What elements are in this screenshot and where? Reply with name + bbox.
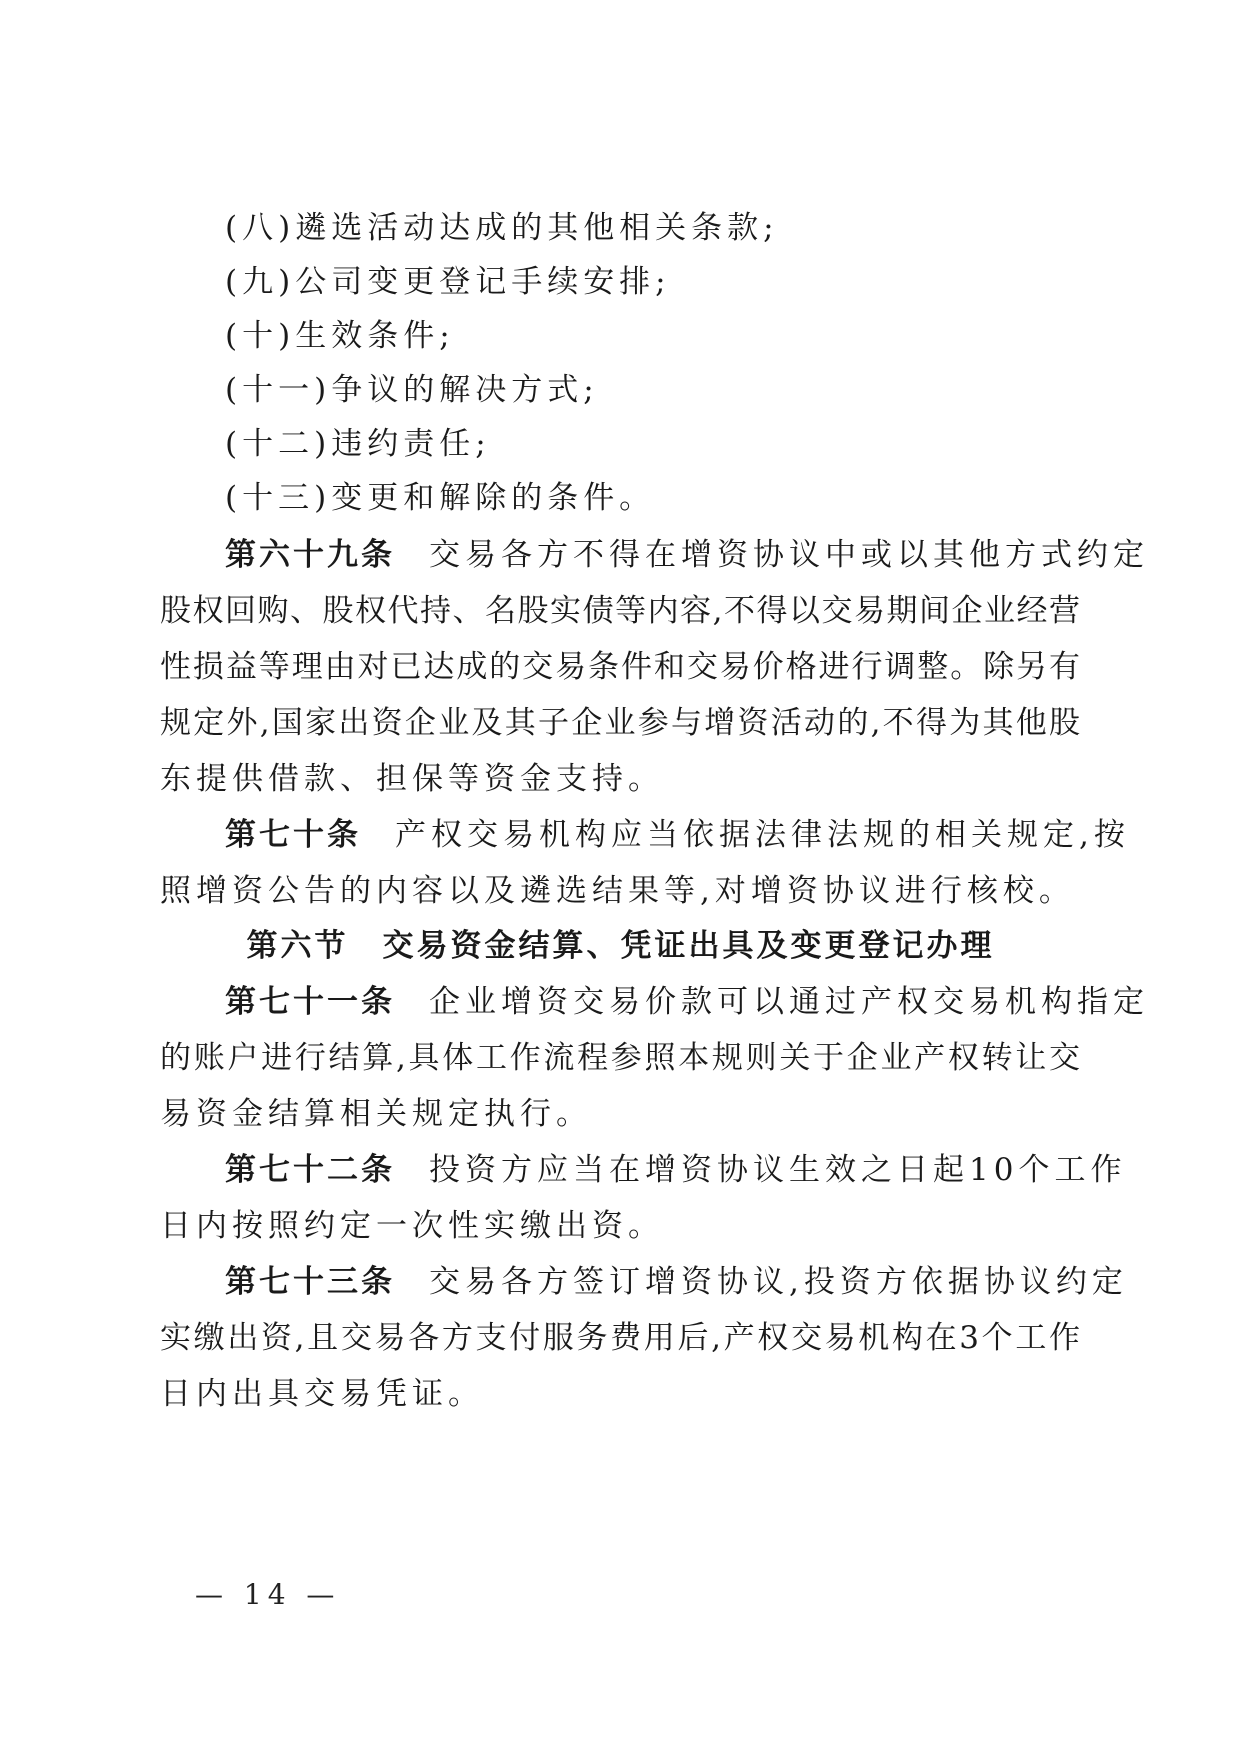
list-item: (十)生效条件; — [225, 318, 455, 354]
article-69-first-line — [225, 535, 1149, 575]
list-item: (九)公司变更登记手续安排; — [225, 264, 671, 300]
article-line: 实缴出资,且交易各方支付服务费用后,产权交易机构在3个工作 — [160, 1320, 1080, 1356]
article-line: 日内出具交易凭证。 — [160, 1376, 484, 1412]
list-item: (十二)违约责任; — [225, 426, 491, 462]
article-text: 企业增资交易价款可以通过产权交易机构指定 — [429, 984, 1149, 1020]
article-line: 易资金结算相关规定执行。 — [160, 1096, 592, 1132]
article-title: 第七十三条 — [225, 1264, 395, 1300]
article-71-first-line — [225, 982, 1149, 1022]
article-title: 第七十二条 — [225, 1152, 395, 1188]
article-line: 股权回购、股权代持、名股实债等内容,不得以交易期间企业经营 — [160, 593, 1080, 629]
article-line: 性损益等理由对已达成的交易条件和交易价格进行调整。除另有 — [160, 649, 1080, 685]
section-number: 第六节 — [246, 928, 349, 964]
section-title: 交易资金结算、凭证出具及变更登记办理 — [382, 928, 995, 964]
list-item: (十三)变更和解除的条件。 — [225, 480, 656, 516]
article-72-first-line — [225, 1150, 1145, 1190]
article-70-first-line — [225, 815, 1145, 855]
article-title: 第六十九条 — [225, 537, 395, 573]
article-text: 交易各方签订增资协议,投资方依据协议约定 — [429, 1264, 1128, 1300]
list-item: (十一)争议的解决方式; — [225, 372, 599, 408]
page-number: — 14 — — [195, 1578, 341, 1611]
article-text: 产权交易机构应当依据法律法规的相关规定,按 — [395, 817, 1130, 853]
article-text: 交易各方不得在增资协议中或以其他方式约定 — [429, 537, 1149, 573]
article-text: 投资方应当在增资协议生效之日起10个工作 — [429, 1152, 1127, 1188]
article-line: 东提供借款、担保等资金支持。 — [160, 761, 664, 797]
article-line: 的账户进行结算,具体工作流程参照本规则关于企业产权转让交 — [160, 1040, 1080, 1076]
article-title: 第七十一条 — [225, 984, 395, 1020]
article-title: 第七十条 — [225, 817, 361, 853]
section-heading — [0, 926, 1241, 966]
list-item: (八)遴选活动达成的其他相关条款; — [225, 210, 779, 246]
article-line: 日内按照约定一次性实缴出资。 — [160, 1208, 664, 1244]
article-line: 规定外,国家出资企业及其子企业参与增资活动的,不得为其他股 — [160, 705, 1080, 741]
article-line: 照增资公告的内容以及遴选结果等,对增资协议进行核校。 — [160, 873, 1075, 909]
article-73-first-line — [225, 1262, 1145, 1302]
